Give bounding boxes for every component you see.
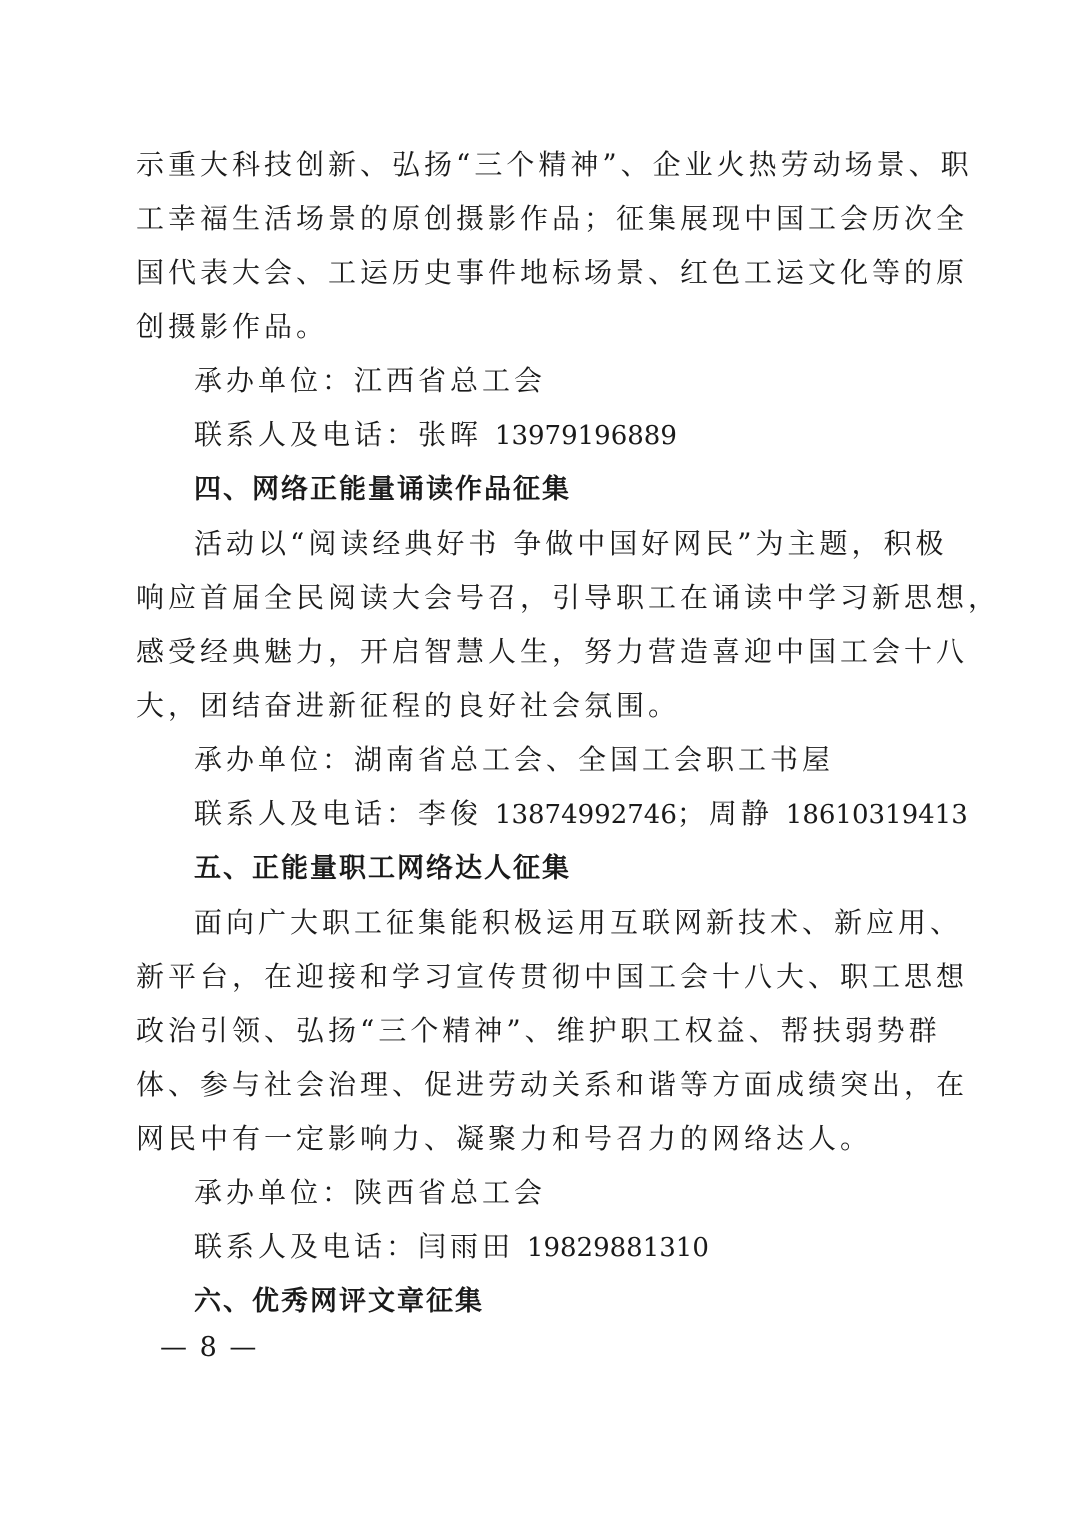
contact-phone: 19829881310 xyxy=(526,1233,709,1263)
section4-contact xyxy=(136,787,968,842)
paragraph-line: 大，团结奋进新征程的良好社会氛围。 xyxy=(136,689,681,722)
section4-heading: 四、网络正能量诵读作品征集 xyxy=(194,474,571,505)
section4-organizer: 承办单位：湖南省总工会、全国工会职工书屋 xyxy=(194,743,835,776)
document-body xyxy=(136,138,1001,1329)
contact-phone: 13874992746 xyxy=(494,800,677,830)
paragraph-line: 示重大科技创新、弘扬“三个精神”、企业火热劳动场景、职 xyxy=(136,148,973,181)
paragraph-line: 活动以“阅读经典好书 争做中国好网民”为主题，积极 xyxy=(194,527,948,560)
contact-label: 联系人及电话：张晖 xyxy=(194,418,495,451)
influencer-section-paragraph xyxy=(136,896,969,1166)
photo-section-paragraph xyxy=(136,138,973,354)
page-number: — 8 — xyxy=(160,1332,259,1363)
section6-heading: 六、优秀网评文章征集 xyxy=(194,1286,484,1317)
reading-section-paragraph xyxy=(136,517,1001,733)
paragraph-line: 创摄影作品。 xyxy=(136,310,329,343)
paragraph-line: 新平台，在迎接和学习宣传贯彻中国工会十八大、职工思想 xyxy=(136,960,969,993)
paragraph-line: 网民中有一定影响力、凝聚力和号召力的网络达人。 xyxy=(136,1122,873,1155)
contact-label: 联系人及电话：闫雨田 xyxy=(194,1230,527,1263)
paragraph-line: 工幸福生活场景的原创摄影作品；征集展现中国工会历次全 xyxy=(136,202,969,235)
section5-organizer: 承办单位：陕西省总工会 xyxy=(194,1176,547,1209)
paragraph-line: 国代表大会、工运历史事件地标场景、红色工运文化等的原 xyxy=(136,256,969,289)
section5-contact xyxy=(136,1220,936,1275)
section5-heading: 五、正能量职工网络达人征集 xyxy=(194,853,571,884)
contact-phone: 13979196889 xyxy=(494,421,677,451)
paragraph-line: 感受经典魅力，开启智慧人生，努力营造喜迎中国工会十八 xyxy=(136,635,969,668)
contact-phone: 18610319413 xyxy=(785,800,968,830)
section3-organizer: 承办单位：江西省总工会 xyxy=(194,364,547,397)
paragraph-line: 面向广大职工征集能积极运用互联网新技术、新应用、 xyxy=(194,906,963,939)
section3-contact xyxy=(136,408,936,463)
contact-separator: ；周静 xyxy=(676,797,786,830)
paragraph-line: 响应首届全民阅读大会号召，引导职工在诵读中学习新思想， xyxy=(136,581,1001,614)
contact-label: 联系人及电话：李俊 xyxy=(194,797,495,830)
paragraph-line: 体、参与社会治理、促进劳动关系和谐等方面成绩突出，在 xyxy=(136,1068,969,1101)
paragraph-line: 政治引领、弘扬“三个精神”、维护职工权益、帮扶弱势群 xyxy=(136,1014,941,1047)
